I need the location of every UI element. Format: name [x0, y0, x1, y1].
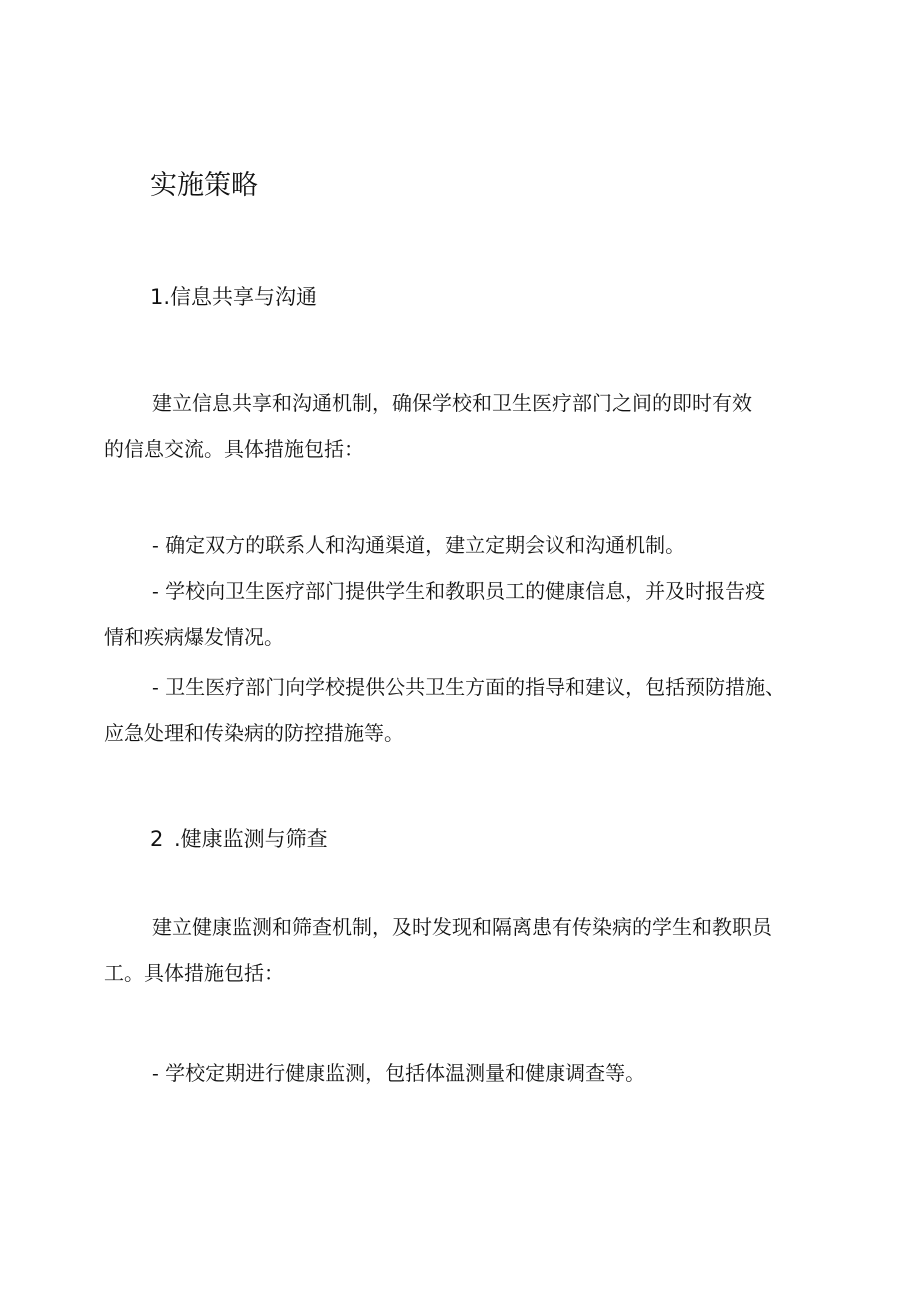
list-item — [104, 1050, 824, 1096]
paragraph-line: 建立信息共享和沟通机制，确保学校和卫生医疗部门之间的即时有效 — [152, 391, 752, 415]
list-item — [104, 664, 824, 756]
section-title: 信息共享与沟通 — [170, 285, 318, 309]
list-item-line: - 卫生医疗部门向学校提供公共卫生方面的指导和建议，包括预防措施、 — [152, 675, 786, 699]
section-number: 1. — [150, 285, 171, 309]
section-number: 2 — [150, 827, 164, 851]
list-item-line: - 确定双方的联系人和沟通渠道，建立定期会议和沟通机制。 — [152, 533, 686, 557]
list-item — [104, 522, 824, 568]
list-item-line: - 学校定期进行健康监测，包括体温测量和健康调查等。 — [152, 1061, 646, 1085]
list-item-line: - 学校向卫生医疗部门提供学生和教职员工的健康信息，并及时报告疫 — [152, 579, 766, 603]
section-heading-2 — [150, 824, 328, 854]
paragraph-line: 工。具体措施包括： — [104, 961, 284, 985]
section-title: .健康监测与筛查 — [174, 827, 328, 851]
list-item — [104, 568, 824, 660]
list-item-line: 情和疾病爆发情况。 — [104, 625, 284, 649]
list-item-line: 应急处理和传染病的防控措施等。 — [104, 721, 404, 745]
section-heading-1 — [150, 282, 317, 312]
paragraph-line: 建立健康监测和筛查机制，及时发现和隔离患有传染病的学生和教职员 — [152, 915, 772, 939]
section-2-intro — [104, 904, 824, 996]
page-title: 实施策略 — [150, 170, 258, 201]
section-1-intro — [104, 380, 824, 472]
paragraph-line: 的信息交流。具体措施包括： — [104, 437, 364, 461]
